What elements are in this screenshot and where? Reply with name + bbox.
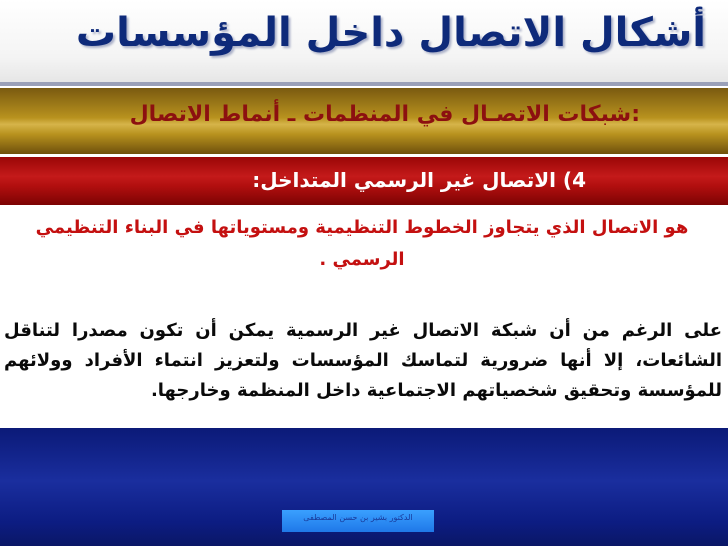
definition-text: هو الاتصال الذي يتجاوز الخطوط التنظيمية ومستوياتها في البناء التنظيمي الرسمي . [35, 217, 689, 270]
body-paragraph: على الرغم من أن شبكة الاتصال غير الرسمية يمكن أن تكون مصدرا لتناقل الشائعات، إلا أنها ضرورية لتماسك المؤسسات ولتعزيز انتماء الأفراد وولائهم للمؤسسة وتحقيق شخصياتهم الاجتماعية داخل المنظمة وخارجها. [4, 320, 722, 401]
section-heading: 4) الاتصال غير الرسمي المتداخل: [252, 168, 586, 192]
slide-subtitle: :شبكات الاتصـال في المنظمات ـ أنماط الاتصال [129, 102, 640, 127]
title-divider [0, 82, 728, 86]
slide-title: أشكال الاتصال داخل المؤسسات [75, 10, 706, 56]
footer-author: الدكتور بشير بن حسن المصطفى [303, 513, 413, 522]
